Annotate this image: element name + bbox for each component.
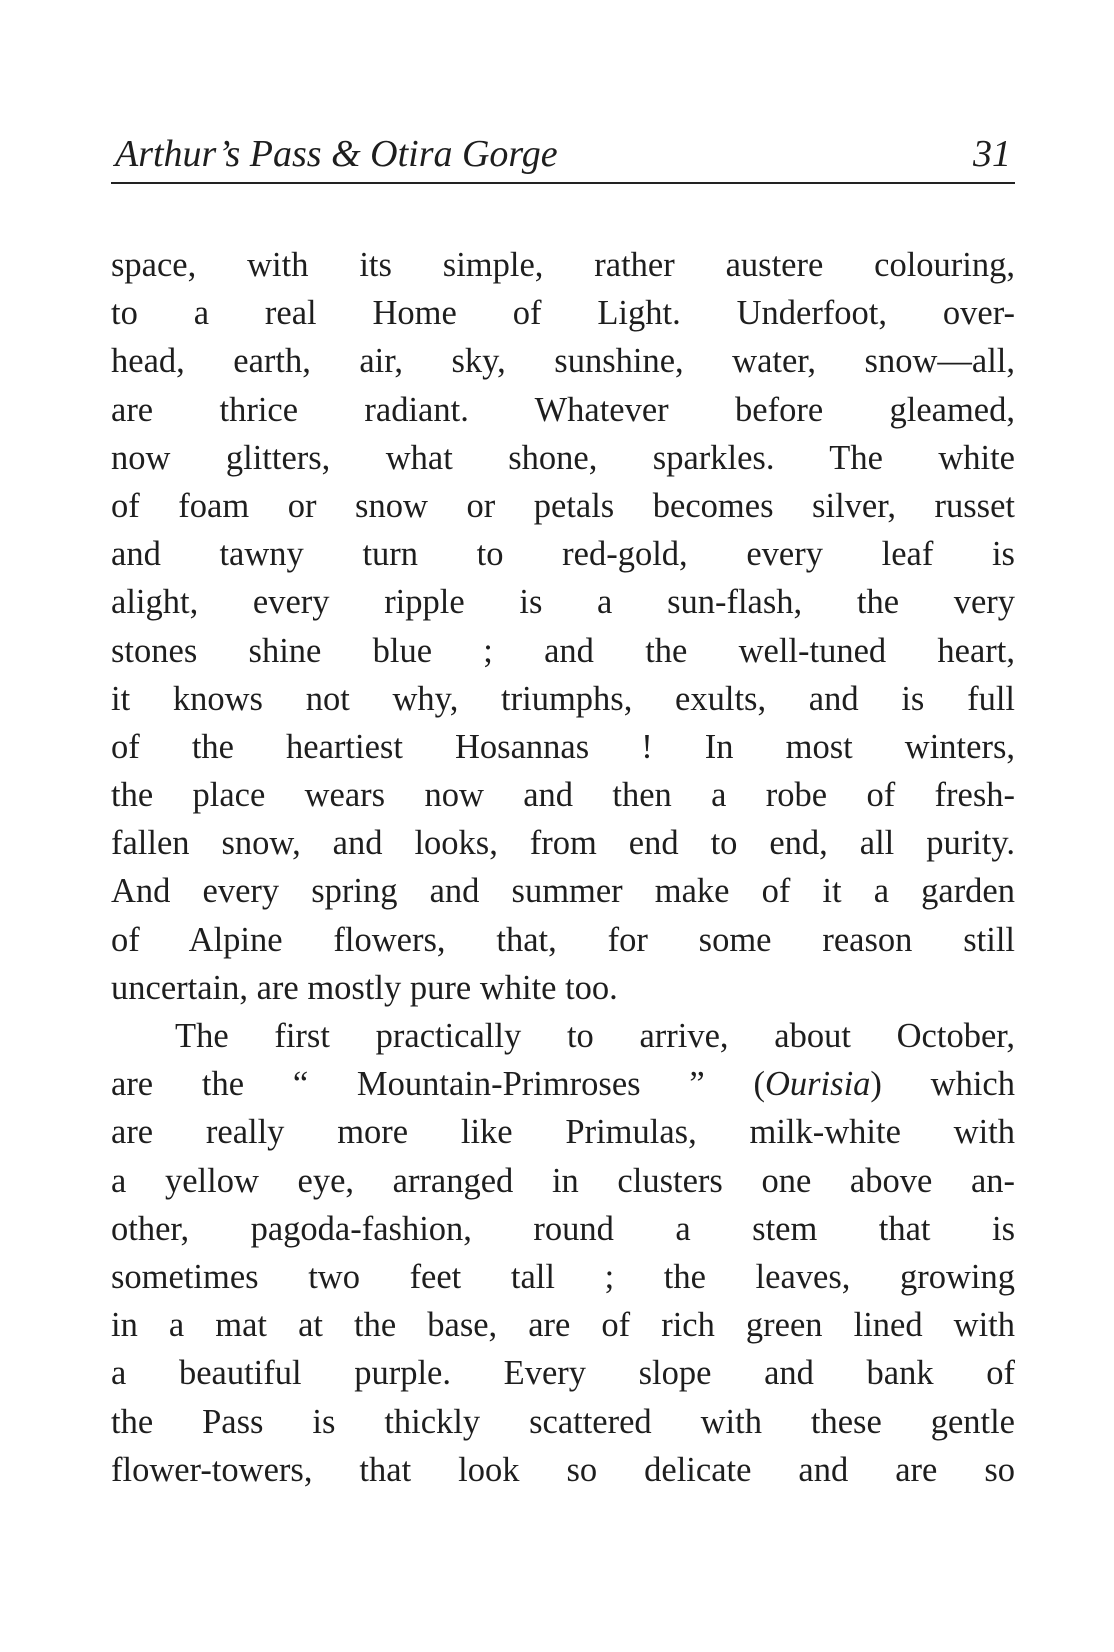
- italic-term: Ourisia: [764, 1065, 871, 1104]
- body-text: [111, 241, 1015, 1494]
- text-fragment: ) which: [870, 1065, 1015, 1104]
- text-line: other, pagoda-fashion, round a stem that is: [111, 1209, 1015, 1248]
- text-line: The first practically to arrive, about October,: [175, 1017, 1015, 1055]
- text-line: alight, every ripple is a sun-flash, the very: [111, 583, 1015, 622]
- text-line: uncertain, are mostly pure white too.: [111, 968, 618, 1007]
- text-line: sometimes two feet tall ; the leaves, growing: [111, 1257, 1015, 1296]
- text-line: a yellow eye, arranged in clusters one above an-: [111, 1161, 1015, 1200]
- text-line: are really more like Primulas, milk-white with: [111, 1113, 1015, 1152]
- text-line: it knows not why, triumphs, exults, and is full: [111, 679, 1015, 718]
- text-line: and tawny turn to red-gold, every leaf is: [111, 535, 1015, 574]
- text-line: stones shine blue ; and the well-tuned heart,: [111, 631, 1015, 670]
- text-line: in a mat at the base, are of rich green lined with: [111, 1306, 1015, 1345]
- text-line: of the heartiest Hosannas ! In most winters,: [111, 727, 1015, 766]
- text-line: space, with its simple, rather austere colouring,: [111, 246, 1015, 284]
- text-line: fallen snow, and looks, from end to end, all purity.: [111, 824, 1015, 863]
- text-line: are thrice radiant. Whatever before gleamed,: [111, 390, 1015, 429]
- text-line: a beautiful purple. Every slope and bank of: [111, 1354, 1015, 1393]
- text-line: head, earth, air, sky, sunshine, water, snow—all,: [111, 342, 1015, 381]
- running-head: [111, 126, 1015, 184]
- text-line: to a real Home of Light. Underfoot, over-: [111, 294, 1015, 333]
- text-line: of foam or snow or petals becomes silver, russet: [111, 486, 1015, 525]
- running-title: Arthur’s Pass & Otira Gorge: [115, 133, 558, 175]
- text-fragment: are the “ Mountain-Primroses ”: [111, 1065, 705, 1104]
- text-line: flower-towers, that look so delicate and are so: [111, 1450, 1015, 1489]
- text-line: now glitters, what shone, sparkles. The white: [111, 438, 1015, 477]
- text-line: the Pass is thickly scattered with these gentle: [111, 1402, 1015, 1441]
- text-line: And every spring and summer make of it a garden: [111, 872, 1015, 911]
- text-line: the place wears now and then a robe of fresh-: [111, 776, 1015, 815]
- text-line: of Alpine flowers, that, for some reason still: [111, 920, 1015, 959]
- page-number: 31: [973, 133, 1011, 175]
- text-fragment: (: [753, 1065, 765, 1104]
- text-line-mixed: [111, 1060, 1015, 1108]
